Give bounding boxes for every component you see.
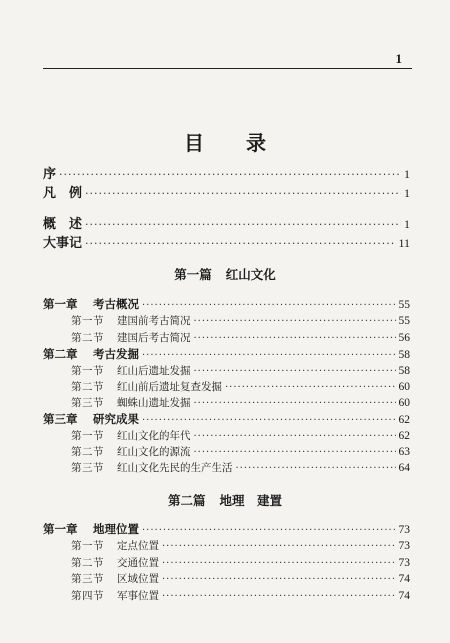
toc-section[interactable] (43, 330, 410, 345)
section-title: 军事位置 (117, 590, 159, 602)
toc-entry-page: 74 (398, 573, 410, 585)
chapter-number: 第一章 (43, 522, 78, 536)
chapter-number: 第一章 (43, 297, 78, 311)
toc-entry-page: 1 (404, 186, 410, 200)
leader-dots (194, 447, 396, 458)
toc-section[interactable] (43, 588, 410, 603)
leader-dots (142, 415, 396, 426)
section-number: 第三节 (71, 462, 104, 474)
toc-entry-label: 凡 例 (43, 186, 83, 201)
chapter-number: 第三章 (43, 412, 78, 426)
leader-dots (85, 187, 401, 200)
chapter-title: 地理位置 (93, 522, 139, 536)
toc-entry-page: 55 (398, 299, 410, 311)
toc-section[interactable] (43, 555, 410, 570)
part-number: 第一篇 (174, 267, 212, 282)
toc-section[interactable] (43, 363, 410, 378)
chapter-title: 考古概况 (93, 297, 139, 311)
toc-section[interactable] (43, 538, 410, 553)
toc-section[interactable] (43, 379, 410, 394)
section-title: 红山后遗址发掘 (117, 365, 191, 377)
leader-dots (194, 431, 396, 442)
toc-section[interactable] (43, 428, 410, 443)
toc-entry-page: 73 (398, 540, 410, 552)
section-number: 第四节 (71, 590, 104, 602)
toc-entry-page: 56 (398, 332, 410, 344)
toc-entry-label: 大事记 (43, 236, 83, 251)
chapter-number: 第二章 (43, 347, 78, 361)
section-number: 第一节 (71, 430, 104, 442)
toc-chapter[interactable] (43, 521, 410, 537)
section-title: 建国后考古简况 (117, 332, 191, 344)
toc-entry-guide[interactable] (43, 182, 410, 201)
section-number: 第一节 (71, 315, 104, 327)
leader-dots (236, 463, 396, 474)
section-number: 第三节 (71, 573, 104, 585)
part-title: 地理 建置 (219, 493, 283, 508)
toc-entry-page: 1 (404, 217, 410, 231)
toc-entry-preface[interactable] (43, 163, 410, 182)
section-title: 红山文化的年代 (117, 430, 191, 442)
toc-section[interactable] (43, 460, 410, 475)
leader-dots (194, 333, 396, 344)
section-number: 第二节 (71, 381, 104, 393)
toc-entry-page: 73 (398, 557, 410, 569)
section-title: 红山文化先民的生产生活 (117, 462, 233, 474)
page-title (0, 127, 450, 156)
toc-entry-page: 1 (404, 167, 410, 181)
leader-dots (85, 237, 395, 250)
toc-entry-label: 概 述 (43, 217, 83, 232)
toc-chapter[interactable] (43, 296, 410, 312)
toc-entry-page: 74 (398, 590, 410, 602)
part-heading (0, 491, 450, 509)
section-title: 红山前后遗址复查发掘 (117, 381, 222, 393)
leader-dots (59, 168, 401, 181)
leader-dots (194, 316, 396, 327)
section-title: 建国前考古简况 (117, 315, 191, 327)
leader-dots (194, 398, 396, 409)
toc-chapter[interactable] (43, 346, 410, 362)
section-number: 第一节 (71, 365, 104, 377)
leader-dots (85, 218, 401, 231)
leader-dots (194, 366, 396, 377)
toc-entry-page: 58 (398, 349, 410, 361)
toc-entry-page: 55 (398, 315, 410, 327)
section-title: 定点位置 (117, 540, 159, 552)
section-number: 第二节 (71, 557, 104, 569)
leader-dots (142, 300, 396, 311)
toc-entry-page: 62 (398, 414, 410, 426)
toc-entry-page: 60 (398, 397, 410, 409)
section-title: 红山文化的源流 (117, 446, 191, 458)
section-number: 第二节 (71, 446, 104, 458)
header-rule (43, 68, 412, 69)
section-number: 第一节 (71, 540, 104, 552)
toc-entry-label: 序 (43, 167, 57, 182)
section-title: 交通位置 (117, 557, 159, 569)
section-title: 蜘蛛山遗址发掘 (117, 397, 191, 409)
toc-section[interactable] (43, 571, 410, 586)
toc-section[interactable] (43, 444, 410, 459)
leader-dots (162, 541, 396, 552)
toc-chapter[interactable] (43, 411, 410, 427)
toc-entry-chronicle[interactable] (43, 232, 410, 251)
leader-dots (225, 382, 396, 393)
part-title: 红山文化 (225, 267, 276, 282)
toc-entry-page: 11 (398, 236, 410, 250)
part-number: 第二篇 (167, 493, 206, 508)
leader-dots (142, 350, 396, 361)
toc-entry-page: 58 (398, 365, 410, 377)
chapter-title: 研究成果 (93, 412, 139, 426)
page-number: 1 (395, 51, 402, 66)
toc-entry-page: 62 (398, 430, 410, 442)
leader-dots (142, 525, 396, 536)
toc-entry-page: 73 (398, 524, 410, 536)
toc-section[interactable] (43, 395, 410, 410)
toc-entry-page: 64 (398, 462, 410, 474)
toc-entry-page: 60 (398, 381, 410, 393)
leader-dots (162, 558, 396, 569)
chapter-title: 考古发掘 (93, 347, 139, 361)
part-heading (0, 265, 450, 283)
toc-entry-overview[interactable] (43, 213, 410, 232)
leader-dots (162, 591, 396, 602)
toc-entry-page: 63 (398, 446, 410, 458)
title-char-2: 录 (246, 131, 266, 155)
section-number: 第二节 (71, 332, 104, 344)
leader-dots (162, 574, 396, 585)
toc-section[interactable] (43, 313, 410, 328)
section-number: 第三节 (71, 397, 104, 409)
section-title: 区域位置 (117, 573, 159, 585)
title-char-1: 目 (184, 131, 204, 155)
